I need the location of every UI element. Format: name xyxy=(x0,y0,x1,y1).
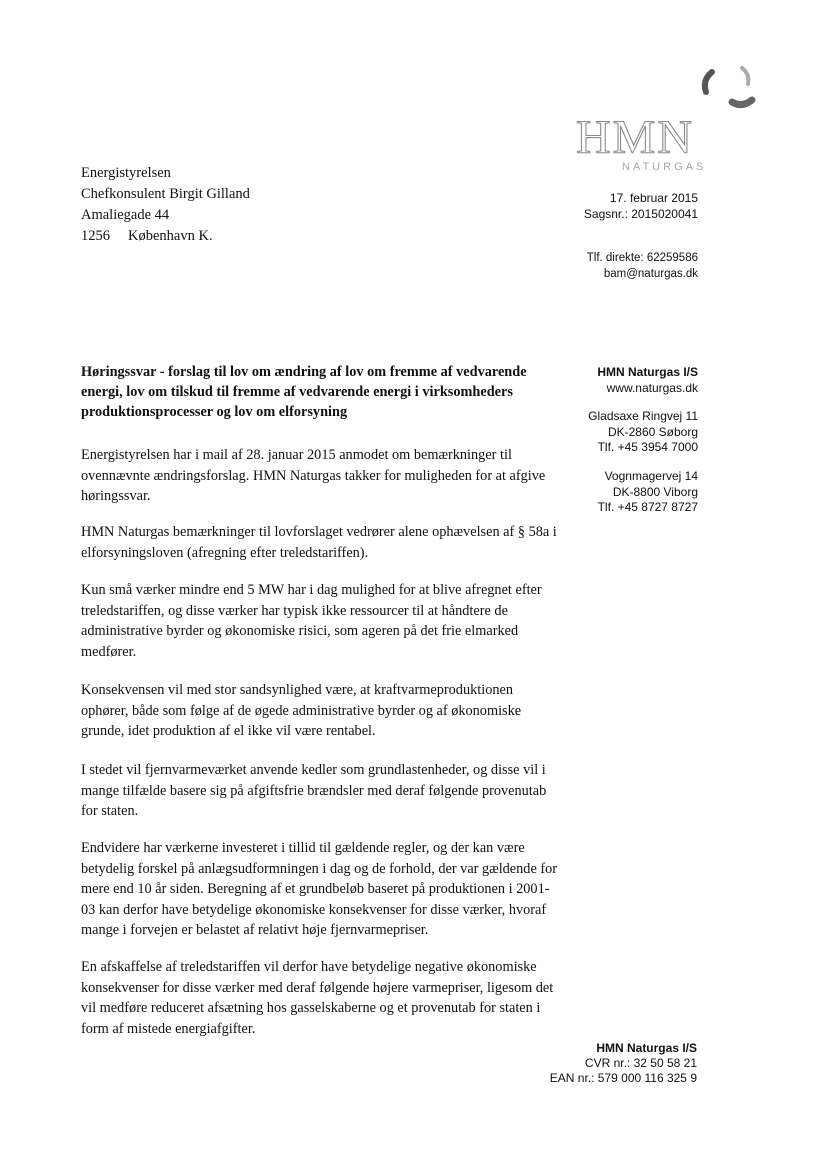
letter-meta xyxy=(584,190,698,222)
sender-contact xyxy=(587,250,698,282)
body-paragraph: Energistyrelsen har i mail af 28. januar 2015 anmodet om bemærkninger til ovennævnte ændringsforslag. HMN Naturgas takker for muligheden for at afgive høringssvar. xyxy=(81,447,546,504)
address-phone: Tlf. +45 8727 8727 xyxy=(597,500,698,514)
recipient-postcode: 1256 xyxy=(81,228,110,244)
body-paragraph: Konsekvensen vil med stor sandsynlighed være, at kraftvarmeproduktionen ophører, både som følge af de øgede administrative byrder og af økonomiske grunde, idet produktion af el ikke vil være rentabel. xyxy=(81,682,522,739)
logo-wordmark: HMN xyxy=(576,111,695,164)
recipient-city-line xyxy=(81,226,250,247)
footer-company-name: HMN Naturgas I/S xyxy=(596,1041,697,1055)
body-paragraph: I stedet vil fjernvarmeværket anvende kedler som grundlastenheder, og disse vil i mange tilfælde basere sig på afgiftsfrie brændsler med deraf følgende provenutab for staten. xyxy=(81,762,547,819)
recipient-city: København K. xyxy=(128,228,213,244)
letter-date: 17. februar 2015 xyxy=(609,191,698,205)
recipient-org: Energistyrelsen xyxy=(81,165,171,181)
address-city: DK-8800 Viborg xyxy=(612,484,698,499)
address-street: Vognmagervej 14 xyxy=(604,469,698,483)
sidebar-company-name: HMN Naturgas I/S xyxy=(597,365,698,379)
address-phone: Tlf. +45 3954 7000 xyxy=(597,440,698,454)
company-logo xyxy=(570,58,760,178)
sender-email: bam@naturgas.dk xyxy=(603,268,698,280)
body-paragraph: Endvidere har værkerne investeret i tillid til gældende regler, og der kan være betydelig forskel på anlægsudformningen i dag og de forhold, der var gældende for mere end 10 år siden. Beregning af et grundbeløb baseret på produktionen i 2001-03 kan derfor have betydelige økonomiske konsekvenser for disse værker, hvoraf mange i forvejen er belastet af relativt høje fjernvarmepriser. xyxy=(81,840,558,938)
sidebar-website: www.naturgas.dk xyxy=(606,380,698,395)
logo-subtitle: NATURGAS xyxy=(622,161,707,173)
address-street: Gladsaxe Ringvej 11 xyxy=(588,409,698,423)
body-paragraph: En afskaffelse af treledstariffen vil derfor have betydelige negative økonomiske konsekvenser for disse værker med deraf følgende højere varmepriser, ligesom det vil medføre reduceret afsætning hos gasselskaberne og et provenutab for staten i form af mistede energiafgifter. xyxy=(81,959,554,1037)
logo-mark-icon xyxy=(698,62,758,122)
body-paragraph: HMN Naturgas bemærkninger til lovforslaget vedrører alene ophævelsen af § 58a i elforsyningsloven (afregning efter treledstariffen). xyxy=(81,524,557,561)
recipient-address xyxy=(81,163,250,247)
letter-subject: Høringssvar - forslag til lov om ændring af lov om fremme af vedvarende energi, lov om tilskud til fremme af vedvarende energi i virksomheders produktionsprocesser og lov om elforsyning xyxy=(81,364,527,420)
footer-ean: EAN nr.: 579 000 116 325 9 xyxy=(549,1071,697,1085)
body-paragraph: Kun små værker mindre end 5 MW har i dag mulighed for at blive afregnet efter treledstariffen, og disse værker har typisk ikke ressourcer til at håndtere de administrative byrder og økonomiske risici, som ageren på det frie elmarked medfører. xyxy=(81,582,542,660)
recipient-person: Chefkonsulent Birgit Gilland xyxy=(81,186,250,202)
recipient-street: Amaliegade 44 xyxy=(81,207,170,223)
address-city: DK-2860 Søborg xyxy=(607,424,698,439)
case-number: Sagsnr.: 2015020041 xyxy=(583,207,698,221)
direct-phone: Tlf. direkte: 62259586 xyxy=(586,252,698,264)
footer-cvr: CVR nr.: 32 50 58 21 xyxy=(584,1056,697,1070)
footer-company-info xyxy=(550,1041,697,1086)
